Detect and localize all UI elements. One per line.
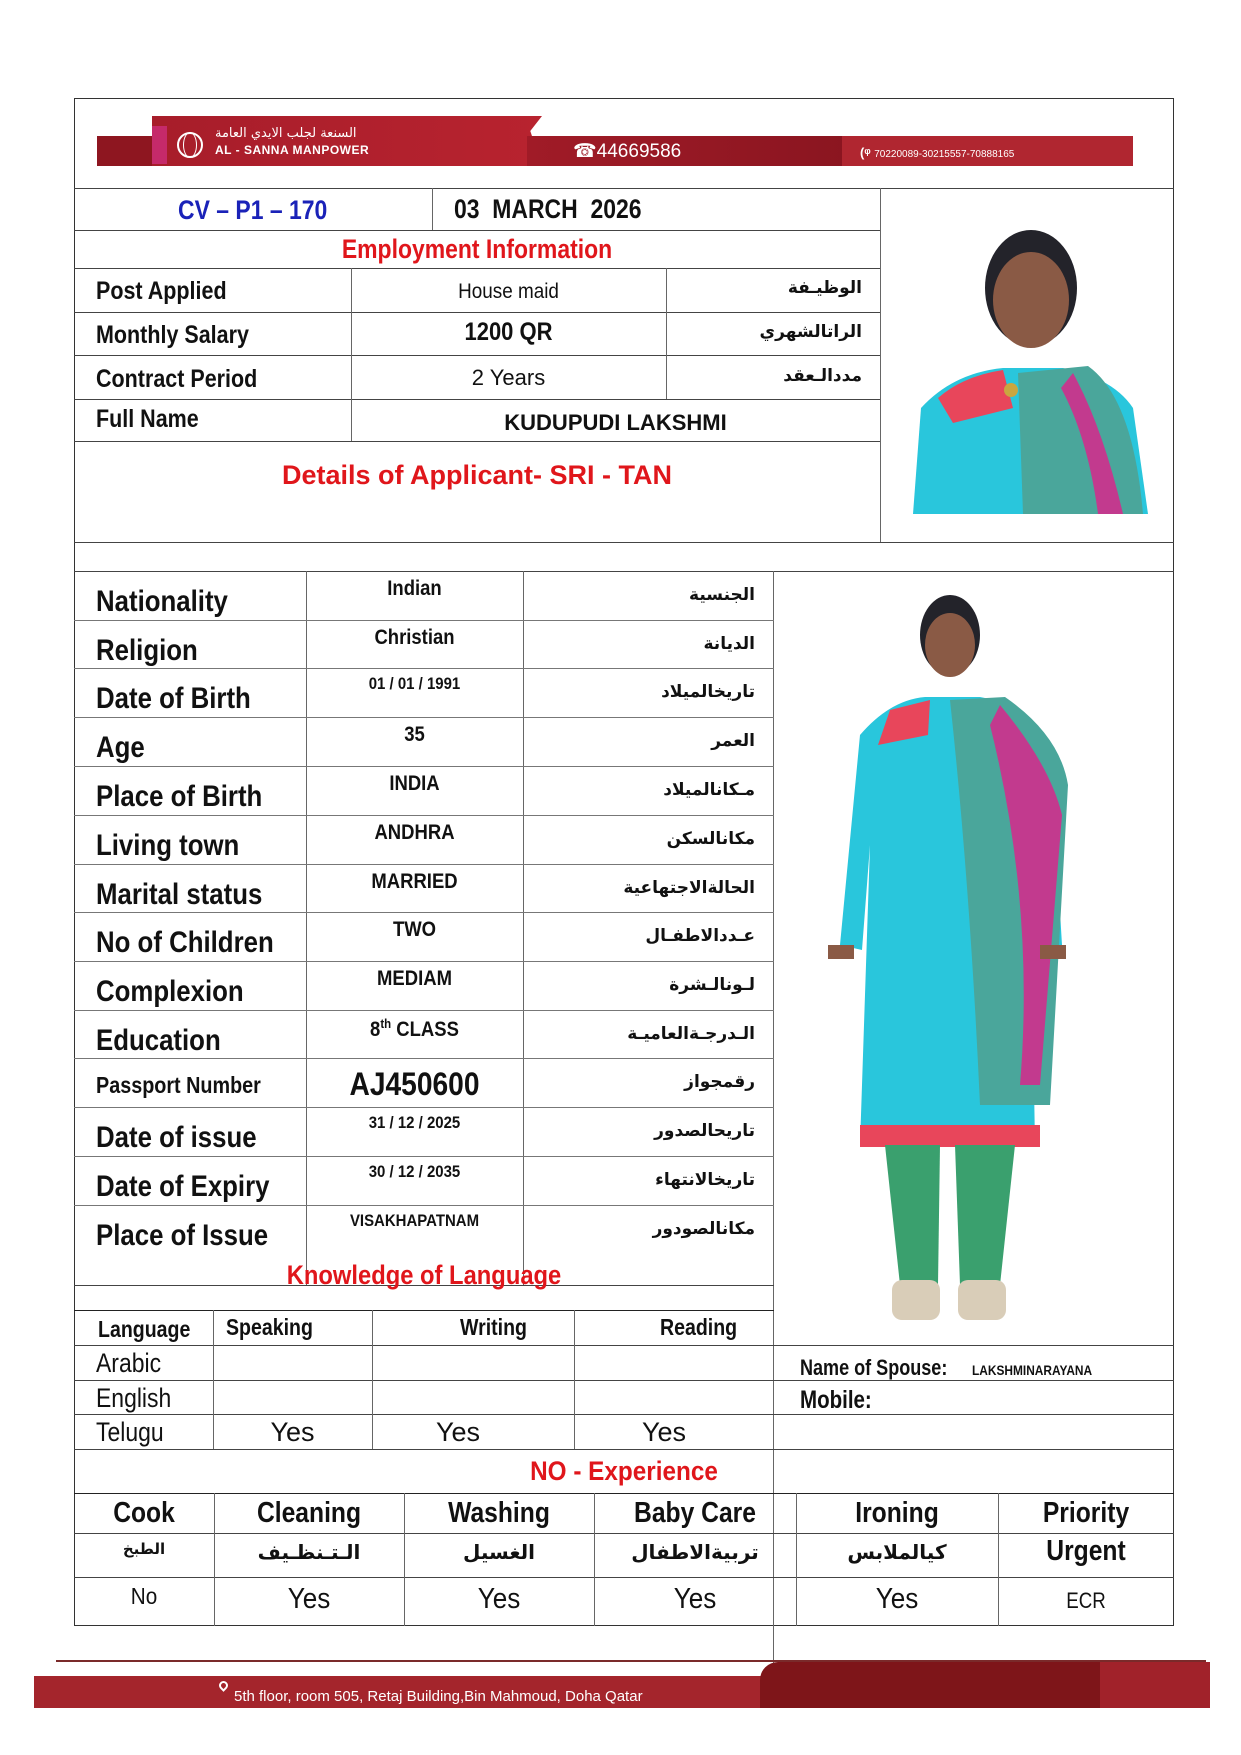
language-name: English xyxy=(96,1383,172,1413)
language-name: Telugu xyxy=(96,1417,164,1447)
reading-col-header: Reading xyxy=(660,1314,738,1340)
applicant-heading: Details of Applicant- SRI - TAN xyxy=(281,460,672,490)
detail-label-arabic: عـددالاطفـال xyxy=(645,926,755,946)
detail-label-arabic: الـدرجـةالعاميـة xyxy=(627,1024,755,1044)
language-col-header: Language xyxy=(98,1316,191,1342)
company-name: AL - SANNA MANPOWER xyxy=(215,143,370,157)
skill-name-arabic: الطبخ xyxy=(122,1540,166,1558)
skill-name-arabic: تربيةالاطفال xyxy=(631,1540,759,1564)
detail-label: Date of issue xyxy=(96,1121,257,1154)
priority-value: Urgent xyxy=(1046,1535,1126,1567)
employment-value: 1200 QR xyxy=(464,318,553,346)
skill-name-arabic: الـتـنظـيف xyxy=(257,1540,361,1564)
globe-icon xyxy=(177,132,203,158)
employment-heading: Employment Information xyxy=(341,234,613,264)
detail-label-arabic: تاريحالصدور xyxy=(654,1121,755,1141)
employment-label-arabic: الراتالشهري xyxy=(759,322,862,342)
experience-heading: NO - Experience xyxy=(530,1456,718,1486)
skill-value: Yes xyxy=(875,1583,919,1615)
footer-address: 5th floor, room 505, Retaj Building,Bin Mahmoud, Doha Qatar xyxy=(234,1688,643,1705)
employment-label: Contract Period xyxy=(96,365,258,393)
detail-label-arabic: مكانالسكن xyxy=(666,829,755,849)
skill-value: Yes xyxy=(477,1583,521,1615)
skill-value: Yes xyxy=(673,1583,717,1615)
language-name: Arabic xyxy=(96,1348,162,1378)
applicant-full-body-photo xyxy=(800,585,1150,1335)
detail-value: 30 / 12 / 2035 xyxy=(368,1162,461,1181)
company-phone: ☎44669586 xyxy=(573,141,682,162)
detail-label-arabic: تاريخالانتهاء xyxy=(655,1170,755,1190)
detail-label-arabic: رقمجواز xyxy=(684,1072,755,1092)
language-heading: Knowledge of Language xyxy=(286,1260,562,1290)
detail-value: 01 / 01 / 1991 xyxy=(368,674,461,693)
writing-col-header: Writing xyxy=(460,1314,527,1340)
detail-label: Living town xyxy=(96,829,240,862)
detail-value: INDIA xyxy=(389,772,440,795)
skill-name: Baby Care xyxy=(634,1497,756,1529)
detail-value: MEDIAM xyxy=(377,967,452,990)
detail-label: Religion xyxy=(96,634,198,667)
cv-date: 03 MARCH 2026 xyxy=(454,194,642,224)
cv-reference: CV – P1 – 170 xyxy=(178,195,328,225)
detail-value: AJ450600 xyxy=(349,1066,480,1102)
employment-value: House maid xyxy=(458,280,559,303)
employment-label-arabic: مددالـعقد xyxy=(783,366,862,386)
skill-value: Yes xyxy=(287,1583,331,1615)
speaking-value: Yes xyxy=(270,1417,315,1447)
company-name-arabic: السنعة لجلب الايدي العامة xyxy=(215,126,357,141)
spouse-name: LAKSHMINARAYANA xyxy=(972,1362,1093,1378)
detail-label-arabic: تاريخالميلاد xyxy=(661,682,755,702)
skill-value: No xyxy=(130,1583,158,1609)
detail-label: Date of Birth xyxy=(96,682,251,715)
skill-name: Ironing xyxy=(855,1497,939,1529)
skill-name: Cook xyxy=(113,1497,175,1529)
detail-value: Indian xyxy=(387,577,442,600)
detail-label: Marital status xyxy=(96,878,263,911)
footer-accent xyxy=(760,1662,1100,1708)
footer-accent-right xyxy=(1100,1662,1210,1708)
employment-label: Post Applied xyxy=(96,277,227,305)
detail-label-arabic: مـكانالميلاد xyxy=(663,780,755,800)
detail-label: Education xyxy=(96,1024,221,1057)
telephone-icon: ☎ xyxy=(573,141,597,162)
full-name-value: KUDUPUDI LAKSHMI xyxy=(504,410,727,435)
detail-value: ANDHRA xyxy=(374,821,455,844)
detail-value: MARRIED xyxy=(371,870,458,893)
person-photo-icon xyxy=(893,208,1153,514)
mobile-label: Mobile: xyxy=(800,1386,872,1414)
detail-label-arabic: العمر xyxy=(711,731,755,751)
detail-label-arabic: الديانة xyxy=(703,634,755,654)
skill-name-arabic: كيالملابس xyxy=(847,1540,947,1564)
detail-label: Place of Issue xyxy=(96,1219,269,1252)
employment-label-arabic: الوظيـفة xyxy=(787,278,862,298)
detail-value: Christian xyxy=(374,626,455,649)
employment-value: 2 Years xyxy=(471,365,546,390)
detail-value: 31 / 12 / 2025 xyxy=(368,1113,461,1132)
detail-label-arabic: الحالةالاجتهاعية xyxy=(623,878,755,898)
detail-label-arabic: مكانالصودور xyxy=(652,1219,755,1239)
detail-value: VISAKHAPATNAM xyxy=(349,1211,480,1230)
reading-value: Yes xyxy=(641,1417,687,1447)
detail-label: Nationality xyxy=(96,585,228,618)
skill-name-arabic: الغسيل xyxy=(462,1540,536,1564)
detail-label: No of Children xyxy=(96,926,274,959)
mobile-phone-icon: (ᵠ xyxy=(860,145,875,160)
company-banner xyxy=(97,116,1133,166)
detail-label: Age xyxy=(96,731,145,764)
person-photo-icon xyxy=(800,585,1150,1335)
employment-label: Monthly Salary xyxy=(96,321,249,349)
detail-label: Passport Number xyxy=(96,1072,261,1098)
company-mobiles: (ᵠ 70220089-30215557-70888165 xyxy=(860,145,1015,160)
detail-value: TWO xyxy=(392,918,437,941)
spouse-label: Name of Spouse: xyxy=(800,1355,948,1380)
writing-value: Yes xyxy=(435,1417,481,1447)
skill-name: Washing xyxy=(448,1497,550,1529)
detail-value: 8th CLASS xyxy=(370,1016,459,1041)
detail-label: Date of Expiry xyxy=(96,1170,270,1203)
speaking-col-header: Speaking xyxy=(226,1314,313,1340)
priority-label: Priority xyxy=(1042,1497,1130,1529)
detail-value: 35 xyxy=(404,723,425,746)
detail-label-arabic: لـونالـشرة xyxy=(669,975,755,995)
detail-label-arabic: الجنسية xyxy=(689,585,755,605)
detail-label: Complexion xyxy=(96,975,244,1008)
skill-name: Cleaning xyxy=(256,1497,362,1529)
full-name-label: Full Name xyxy=(96,405,199,433)
priority-note: ECR xyxy=(1066,1588,1106,1613)
detail-label: Place of Birth xyxy=(96,780,263,813)
applicant-headshot xyxy=(893,208,1153,514)
